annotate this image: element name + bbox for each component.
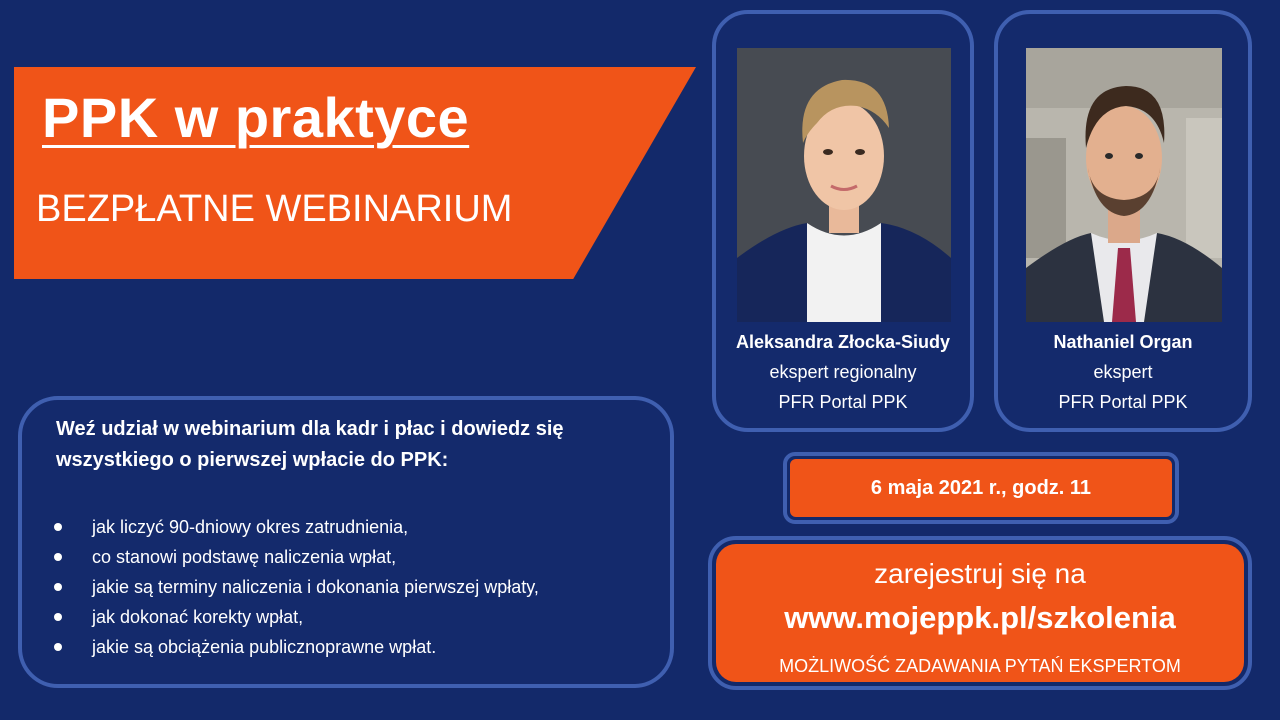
speaker-organization: PFR Portal PPK: [1058, 392, 1188, 412]
speaker-name: Nathaniel Organ: [1053, 332, 1193, 352]
list-item: [54, 602, 539, 632]
list-item: [54, 572, 539, 602]
list-item: [54, 512, 539, 542]
list-item-text: jakie są terminy naliczenia i dokonania pierwszej wpłaty,: [92, 577, 539, 597]
registration-prompt: zarejestruj się na: [874, 558, 1086, 589]
page-subtitle: BEZPŁATNE WEBINARIUM: [36, 188, 513, 230]
bullet-icon: [54, 613, 62, 621]
registration-panel: [716, 544, 1244, 682]
list-item-text: co stanowi podstawę naliczenia wpłat,: [92, 547, 397, 567]
list-item: [54, 542, 539, 572]
list-item-text: jak dokonać korekty wpłat,: [92, 607, 304, 627]
bullet-icon: [54, 523, 62, 531]
bullet-icon: [54, 643, 62, 651]
bullet-icon: [54, 583, 62, 591]
list-item-text: jak liczyć 90-dniowy okres zatrudnienia,: [92, 517, 409, 537]
list-item-text: jakie są obciążenia publicznoprawne wpłat.: [92, 637, 437, 657]
speaker-organization: PFR Portal PPK: [778, 392, 908, 412]
speaker-card-2: [994, 10, 1252, 432]
list-item: [54, 632, 539, 662]
event-date: 6 maja 2021 r., godz. 11: [790, 459, 1172, 517]
intro-text: Weź udział w webinarium dla kadr i płac i dowiedz się wszystkiego o pierwszej wpłacie do PPK:: [56, 418, 564, 471]
topic-list: [54, 512, 539, 662]
event-date-box: [783, 452, 1179, 524]
registration-box: [708, 536, 1252, 690]
speaker-photo: [737, 48, 951, 322]
speaker-name: Aleksandra Złocka-Siudy: [735, 332, 951, 352]
registration-link[interactable]: www.mojeppk.pl/szkolenia: [784, 600, 1176, 635]
speaker-photo: [1026, 48, 1222, 322]
webinar-info-box: [18, 396, 674, 688]
speaker-role: ekspert: [1093, 362, 1153, 382]
page-title: PPK w praktyce: [42, 86, 470, 149]
registration-note: MOŻLIWOŚĆ ZADAWANIA PYTAŃ EKSPERTOM: [779, 656, 1181, 676]
speaker-card-1: [712, 10, 974, 432]
speaker-role: ekspert regionalny: [769, 362, 917, 382]
bullet-icon: [54, 553, 62, 561]
